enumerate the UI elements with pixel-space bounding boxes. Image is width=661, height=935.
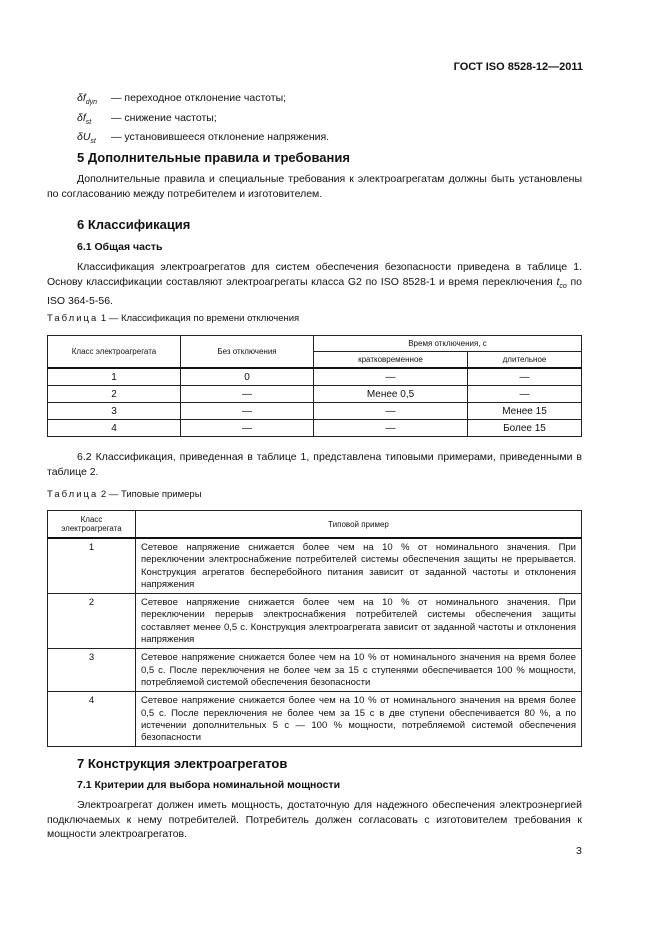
document-header: ГОСТ ISO 8528-12—2011	[453, 61, 583, 73]
table-cell: Менее 15	[468, 403, 582, 420]
table-row	[48, 692, 582, 747]
table-cell: 0	[181, 368, 314, 386]
table-row	[48, 403, 582, 420]
section-6-1-text: Классификация электроагрегатов для систем обеспечения безопасности приведена в таблице 1. Основу классификации составляют электроагрегаты класса G2 по ISO 8528-1 и время переключения $t_{co}$ по ISO 364-5-56.	[47, 261, 583, 308]
table-row	[48, 594, 582, 649]
table-1-caption: Таблица 1 — Классификация по времени отключения	[47, 313, 300, 324]
table-2-caption: Таблица 2 — Типовые примеры	[47, 489, 202, 500]
table-cell: Сетевое напряжение снижается более чем на 10 % от номинального значения. При переключении перерыв электроснабжения потребителей системы обеспечения защиты составляет менее 0,5 с. Конструкция электроагрегата зависит от заданной частоты и отклонения напряжения	[136, 594, 582, 649]
table-cell: —	[181, 386, 314, 403]
definition-row	[77, 91, 329, 111]
section-5-text: Дополнительные правила и специальные требования к электроагрегатам должны быть установлены по согласованию между потребителем и изготовителем.	[47, 173, 582, 200]
definition-symbol: $\delta U_{st}$	[77, 131, 96, 146]
definition-row	[77, 111, 329, 131]
table-cell: Более 15	[468, 420, 582, 437]
column-header-time: Время отключения, с	[314, 336, 582, 352]
table-cell: 1	[48, 538, 136, 594]
section-7-1-text: Электроагрегат должен иметь мощность, достаточную для надежного обеспечения электроэнергией подключаемых к нему потребителей. Потребитель должен согласовать с изготовителем требования к мощности электроагрегатов.	[47, 799, 582, 841]
table-cell: —	[468, 386, 582, 403]
section-6-heading: 6 Классификация	[77, 217, 191, 232]
column-header-class: Класс электроагрегата	[48, 336, 181, 369]
definition-text: — снижение частоты;	[111, 111, 217, 124]
table-cell: 2	[48, 386, 181, 403]
page-number: 3	[576, 845, 582, 857]
definition-text: — переходное отклонение частоты;	[111, 92, 287, 104]
column-header-example: Типовой пример	[136, 511, 582, 539]
table-cell: 1	[48, 368, 181, 386]
column-header-short: кратковременное	[314, 352, 468, 369]
table-cell: —	[181, 420, 314, 437]
table-row	[48, 649, 582, 692]
column-header-long: длительное	[468, 352, 582, 369]
examples-table	[47, 510, 582, 747]
symbol-definitions	[77, 91, 329, 150]
table-cell: —	[181, 403, 314, 420]
definition-row	[77, 130, 329, 150]
table-cell: 3	[48, 649, 136, 692]
definition-symbol: $\delta f_{dyn}$	[77, 92, 98, 107]
section-6-1-heading: 6.1 Общая часть	[77, 241, 163, 253]
definition-text: — установившееся отклонение напряжения.	[111, 131, 330, 144]
table-cell: —	[314, 403, 468, 420]
table-cell: —	[314, 368, 468, 386]
table-cell: 4	[48, 692, 136, 747]
section-5-heading: 5 Дополнительные правила и требования	[77, 150, 350, 165]
section-7-1-heading: 7.1 Критерии для выбора номинальной мощности	[77, 779, 341, 791]
section-6-2-text: 6.2 Классификация, приведенная в таблице 1, представлена типовыми примерами, приведенными в таблице 2.	[47, 451, 582, 478]
table-cell: —	[314, 420, 468, 437]
definition-symbol: $\delta f_{st}$	[77, 111, 92, 126]
table-cell: Менее 0,5	[314, 386, 468, 403]
table-cell: Сетевое напряжение снижается более чем на 10 % от номинального значения на время более 0,5 с. После переключения не более чем за 15 с ступенями обеспечивается 100 % мощности, потребляемой системой обеспечения безопасности	[136, 649, 582, 692]
classification-table	[47, 335, 582, 437]
column-header-class: Класс электроагрегата	[48, 511, 136, 539]
section-7-heading: 7 Конструкция электроагрегатов	[77, 756, 288, 771]
table-row	[48, 538, 582, 594]
table-row	[48, 368, 582, 386]
table-cell: 4	[48, 420, 181, 437]
table-cell: 3	[48, 403, 181, 420]
table-row	[48, 386, 582, 403]
table-cell: —	[468, 368, 582, 386]
column-header-none: Без отключения	[181, 336, 314, 369]
table-cell: Сетевое напряжение снижается более чем на 10 % от номинального значения. При переключении электроснабжение потребителей системы обеспечения защиты не прерывается. Конструкция агрегатов бесперебойного питания зависит от заданной частоты и отклонения напряжения	[136, 538, 582, 594]
table-cell: 2	[48, 594, 136, 649]
table-row	[48, 420, 582, 437]
table-cell: Сетевое напряжение снижается более чем на 10 % от номинального значения на время более 0,5 с. После переключения не более чем за 15 с в две ступени обеспечивается 80 %, а по истечении дополнительных 5 с — 100 % мощности, потребляемой системой обеспечения безопасности	[136, 692, 582, 747]
